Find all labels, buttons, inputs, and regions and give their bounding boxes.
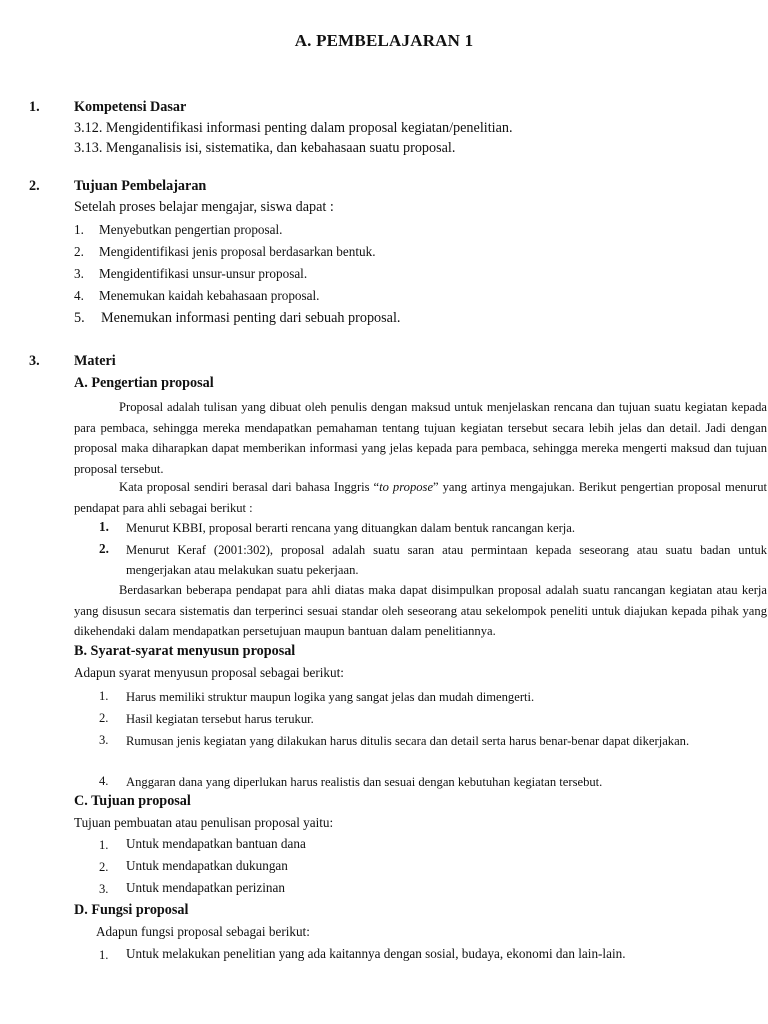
section-2-heading: Tujuan Pembelajaran <box>74 178 207 194</box>
section-2-number: 2. <box>29 178 40 194</box>
list-number: 1. <box>99 838 109 852</box>
list-number: 3. <box>99 733 109 747</box>
paragraph-conclusion <box>74 580 767 642</box>
subsection-c-heading: C. Tujuan proposal <box>74 793 191 809</box>
list-number: 4. <box>74 288 84 303</box>
list-item: Menemukan kaidah kebahasaan proposal. <box>99 288 320 303</box>
list-item: Menyebutkan pengertian proposal. <box>99 222 283 237</box>
section-1-heading: Kompetensi Dasar <box>74 99 187 115</box>
list-item: Anggaran dana yang diperlukan harus realistis dan sesuai dengan kebutuhan kegiatan tersebut. <box>126 775 603 789</box>
section-2-intro: Setelah proses belajar mengajar, siswa dapat : <box>74 199 334 215</box>
list-item: Rumusan jenis kegiatan yang dilakukan harus ditulis secara dan detail serta harus benar-benar dapat dikerjakan. <box>126 734 690 748</box>
list-number: 1. <box>99 948 109 962</box>
subsection-d-heading: D. Fungsi proposal <box>74 902 189 918</box>
list-number: 1. <box>99 689 109 703</box>
paragraph-text: Kata proposal sendiri berasal dari bahasa Inggris “ <box>119 480 380 494</box>
page-title: A. PEMBELAJARAN 1 <box>294 31 474 50</box>
section-3-number: 3. <box>29 353 40 369</box>
list-number: 3. <box>74 266 84 281</box>
list-item: Untuk melakukan penelitian yang ada kaitannya dengan sosial, budaya, ekonomi dan lain-lain. <box>126 946 626 961</box>
list-item: Untuk mendapatkan bantuan dana <box>126 836 306 851</box>
list-number: 5. <box>74 310 85 326</box>
list-item: Untuk mendapatkan dukungan <box>126 858 288 873</box>
subsection-c-intro: Tujuan pembuatan atau penulisan proposal yaitu: <box>74 815 334 830</box>
subsection-b-heading: B. Syarat-syarat menyusun proposal <box>74 643 296 659</box>
list-number: 2. <box>99 711 109 725</box>
list-item: Harus memiliki struktur maupun logika yang sangat jelas dan mudah dimengerti. <box>126 690 535 704</box>
section-3-heading: Materi <box>74 353 116 369</box>
list-item: Hasil kegiatan tersebut harus terukur. <box>126 712 314 726</box>
subsection-d-intro: Adapun fungsi proposal sebagai berikut: <box>96 924 310 939</box>
subsection-b-intro: Adapun syarat menyusun proposal sebagai berikut: <box>74 665 344 680</box>
subsection-a-heading: A. Pengertian proposal <box>74 375 214 391</box>
list-item: Menurut KBBI, proposal berarti rencana yang dituangkan dalam bentuk rancangan kerja. <box>126 521 576 535</box>
list-number: 2. <box>74 244 84 259</box>
paragraph-etymology <box>74 477 767 518</box>
paragraph-text: Berdasarkan beberapa pendapat para ahli diatas maka dapat disimpulkan proposal adalah suatu rancangan kegiatan atau kerja yang disusun secara sistematis dan terperinci sesuai standar oleh seseorang atau sekelompok peneliti untuk diajukan kepada pihak yang dikehendaki dalam mendapatkan persetujuan maupun bantuan dalam penelitiannya. <box>74 583 767 638</box>
paragraph-definition <box>74 397 767 479</box>
list-number: 4. <box>99 774 109 788</box>
list-item: Untuk mendapatkan perizinan <box>126 880 285 895</box>
list-item: Menurut Keraf (2001:302), proposal adalah suatu saran atau permintaan kepada seseorang atau suatu badan untuk mengerjakan atau melakukan suatu pekerjaan. <box>126 543 767 577</box>
list-number: 1. <box>99 519 109 534</box>
list-item: Mengidentifikasi jenis proposal berdasarkan bentuk. <box>99 244 376 259</box>
emphasis-text: to propose <box>379 480 434 494</box>
list-number: 2. <box>99 860 109 874</box>
kd-line-1: 3.12. Mengidentifikasi informasi penting dalam proposal kegiatan/penelitian. <box>74 120 513 136</box>
list-number: 3. <box>99 882 109 896</box>
paragraph-text: Proposal adalah tulisan yang dibuat oleh penulis dengan maksud untuk menjelaskan rencana dan tujuan suatu kegiatan kepada para pembaca, sehingga mereka mendapatkan pemahaman tentang tujuan kegiatan tersebut secara lebih jelas dan detail. Jadi dengan proposal maka diharapkan dapat memberikan informasi yang jelas kepada para pembaca, sehingga mereka mengerti maksud dan tujuan proposal tersebut. <box>74 400 767 476</box>
list-number: 1. <box>74 222 84 237</box>
paragraph-text: ” yang artinya mengajukan. Berikut pengertian proposal menurut pendapat para ahli sebagai berikut : <box>74 480 767 515</box>
section-1-number: 1. <box>29 99 40 115</box>
list-item: Menemukan informasi penting dari sebuah proposal. <box>101 310 401 326</box>
list-number: 2. <box>99 541 109 556</box>
list-item: Mengidentifikasi unsur-unsur proposal. <box>99 266 308 281</box>
kd-line-2: 3.13. Menganalisis isi, sistematika, dan kebahasaan suatu proposal. <box>74 140 456 156</box>
